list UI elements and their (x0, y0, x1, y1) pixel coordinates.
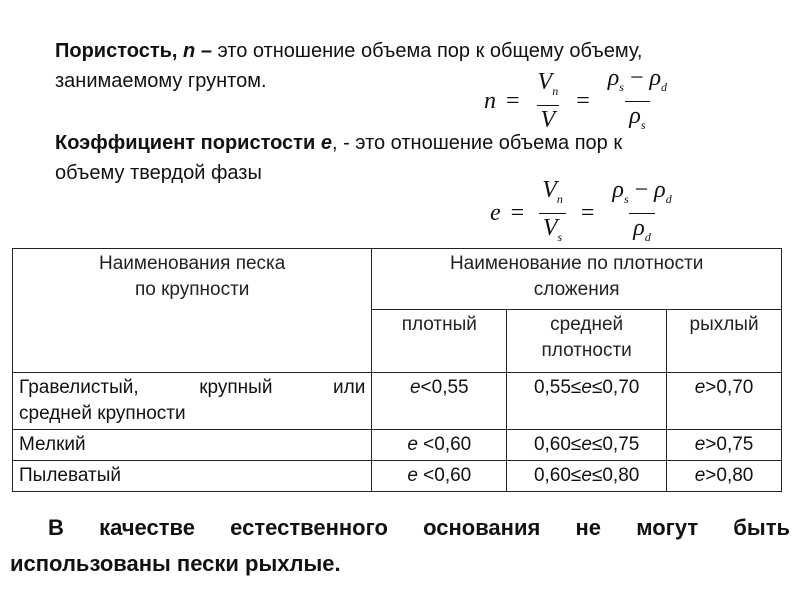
formula-n-eq1: = (506, 87, 520, 114)
formula-e-den1-sub: s (557, 229, 563, 244)
header-dense: плотный (372, 310, 507, 373)
porosity-dash: – (195, 40, 218, 62)
formula-n-num2b-sub: d (661, 79, 668, 94)
void-ratio-symbol: e (320, 132, 332, 154)
formula-e-den2-sub: d (644, 229, 651, 244)
header-density-line1: Наименование по плотности (449, 253, 704, 274)
sand-density-table (12, 248, 782, 492)
conclusion-line1: В качестве естественного основания не могут быть (48, 515, 790, 540)
formula-n-num2a: ρ (607, 65, 620, 91)
cell-fine-medium: 0,60≤e≤0,75 (507, 430, 667, 461)
table-header-row (13, 249, 782, 310)
table-row (13, 461, 782, 492)
porosity-term: Пористость, (55, 40, 178, 62)
cell-silty-medium: 0,60≤e≤0,80 (507, 461, 667, 492)
formula-e-num2a: ρ (612, 177, 624, 203)
cell-gravel-dense: e<0,55 (372, 373, 507, 430)
formula-n-lhs: n (484, 87, 496, 114)
formula-e-den1: V (542, 214, 558, 241)
row-label-gravel-line1: Гравелистый, крупный или (19, 377, 366, 398)
cell-silty-loose: e>0,80 (667, 461, 782, 492)
formula-n-num1: V (537, 69, 553, 96)
header-medium: средней плотности (507, 310, 667, 373)
table-row (13, 430, 782, 461)
void-ratio-line2: объему твердой фазы (55, 162, 262, 184)
formula-n-den2: ρ (629, 102, 641, 129)
header-density-group (372, 249, 782, 310)
formula-n-frac1 (534, 68, 563, 134)
conclusion-text (10, 510, 790, 582)
header-sand-name-line1: Наименования песка (98, 253, 286, 274)
formula-e-num2b: ρ (654, 177, 666, 203)
formula-n-minus: − (623, 65, 650, 91)
header-density-line2: сложения (533, 279, 620, 300)
formula-e-eq2: = (580, 199, 595, 226)
header-sand-name (13, 249, 372, 373)
header-loose: рыхлый (667, 310, 782, 373)
formula-e-minus: − (628, 177, 655, 203)
formula-e-frac2 (608, 176, 675, 251)
cell-fine-dense: e <0,60 (372, 430, 507, 461)
formula-e-eq1: = (510, 199, 525, 226)
void-ratio-line1: , - это отношение объема пор к (331, 132, 623, 154)
row-label-fine: Мелкий (13, 430, 372, 461)
formula-e-frac1 (538, 176, 567, 251)
void-ratio-term: Коэффициент пористости (55, 132, 316, 154)
header-sand-name-line2: по крупности (134, 279, 250, 300)
row-label-gravel-line2: средней крупности (19, 403, 186, 424)
formula-e-num1-sub: n (556, 191, 563, 206)
formula-e-num2b-sub: d (665, 191, 672, 206)
formula-n-den1: V (540, 107, 556, 134)
cell-fine-loose: e>0,75 (667, 430, 782, 461)
formula-n-den2-sub: s (640, 117, 646, 132)
formula-n-num2b: ρ (649, 65, 662, 91)
formula-n-num2a-sub: s (619, 79, 624, 94)
cell-gravel-loose: e>0,70 (667, 373, 782, 430)
row-label-silty: Пылеватый (13, 461, 372, 492)
cell-gravel-medium: 0,55≤e≤0,70 (507, 373, 667, 430)
porosity-definition-line1: это отношение объема пор к общему объему, (217, 40, 643, 62)
formula-e-num1: V (542, 177, 557, 203)
formula-e-num2a-sub: s (623, 191, 629, 206)
cell-silty-dense: e <0,60 (372, 461, 507, 492)
formula-e-lhs: e (490, 199, 501, 226)
porosity-symbol: n (183, 40, 196, 62)
porosity-definition-line2: занимаемому грунтом. (55, 70, 267, 92)
formula-e-den2: ρ (633, 214, 645, 241)
formula-n-eq2: = (576, 87, 590, 114)
formula-n-num1-sub: n (552, 84, 559, 99)
row-label-gravel (13, 373, 372, 430)
void-ratio-formula (490, 176, 680, 251)
conclusion-line2: использованы пески рыхлые. (10, 551, 341, 576)
table-row (13, 373, 782, 430)
